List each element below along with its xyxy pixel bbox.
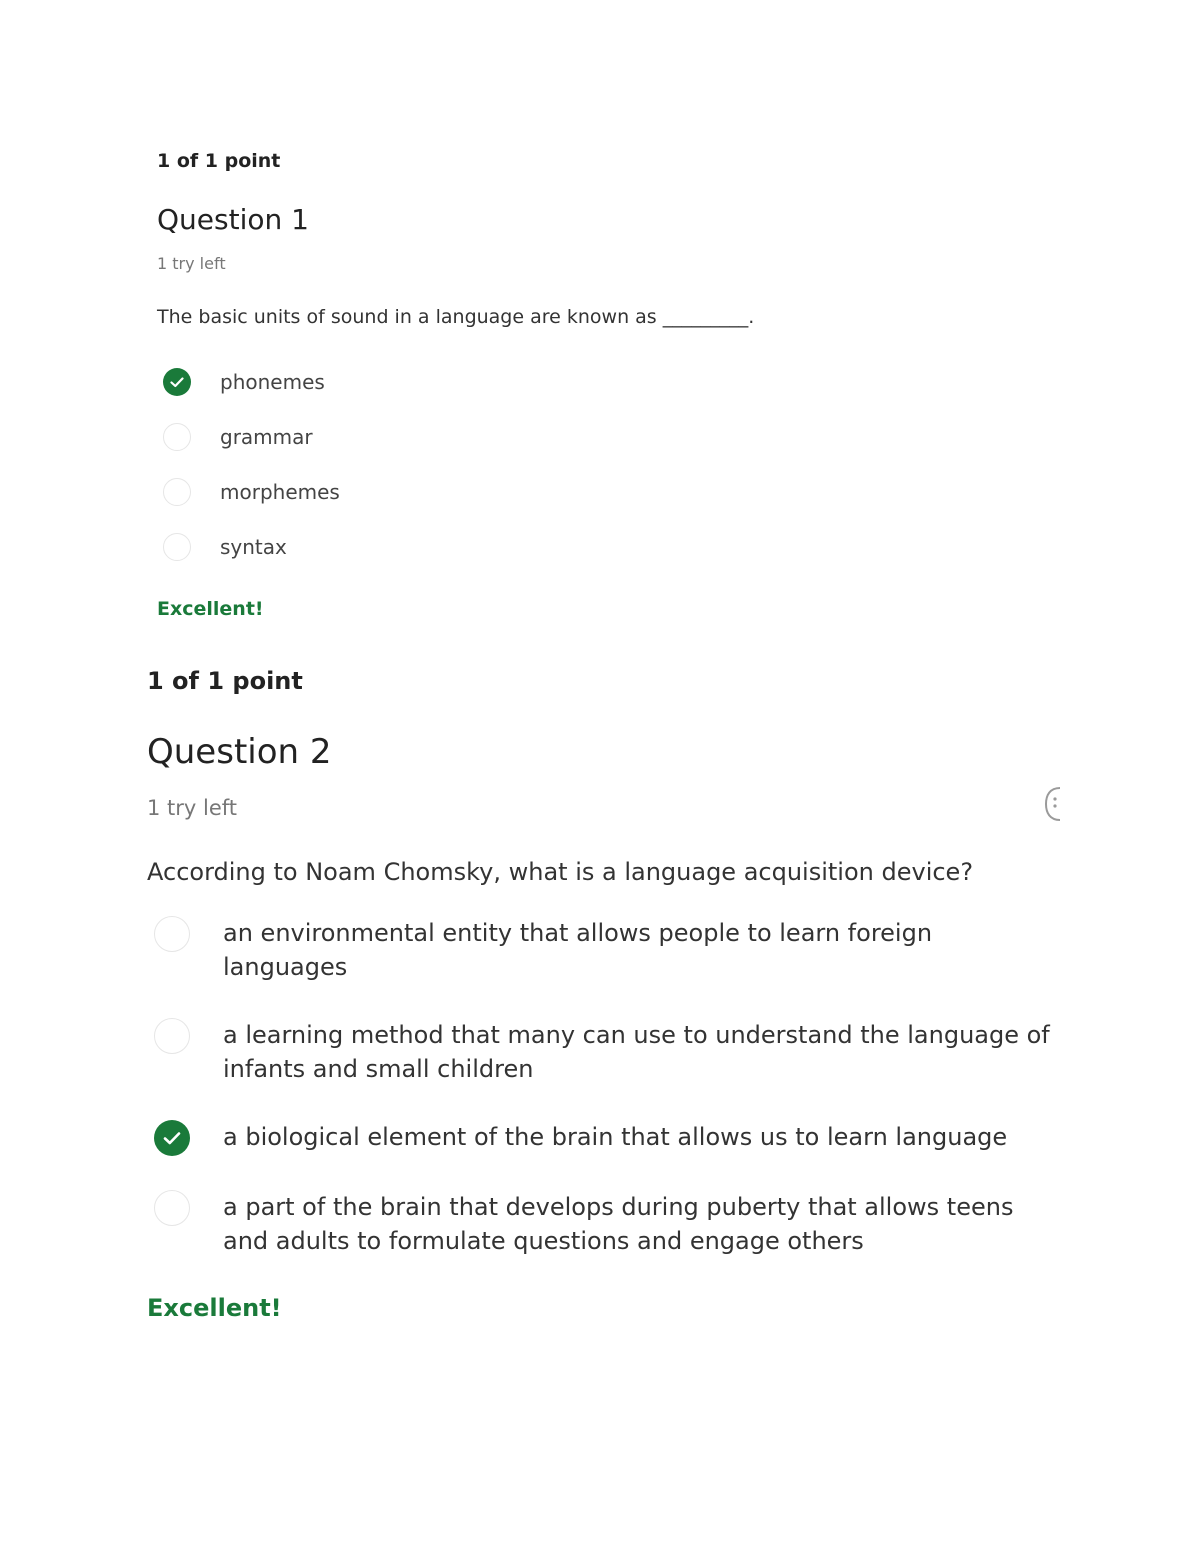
question-2-option-1[interactable]: [147, 916, 1067, 984]
question-2-score: 1 of 1 point: [147, 667, 303, 695]
question-1-feedback: Excellent!: [157, 598, 264, 620]
question-2-option-3-label: a biological element of the brain that allows us to learn language: [223, 1123, 1008, 1151]
question-2-tries-left: 1 try left: [147, 796, 238, 820]
question-2-option-4[interactable]: [147, 1190, 1067, 1258]
radio-button-icon[interactable]: [163, 478, 191, 506]
question-1-option-2-label: grammar: [220, 424, 313, 449]
question-2-option-1-label: an environmental entity that allows people to learn foreign languages: [223, 919, 933, 981]
question-2-option-4-label: a part of the brain that develops during puberty that allows teens and adults to formulate questions and engage others: [223, 1193, 1014, 1255]
radio-button-icon[interactable]: [154, 1018, 190, 1054]
question-1-title: Question 1: [157, 203, 309, 236]
question-2-option-3[interactable]: [147, 1120, 1067, 1156]
question-2-option-2[interactable]: [147, 1018, 1067, 1086]
question-1-score: 1 of 1 point: [157, 150, 281, 172]
checkmark-circle-icon[interactable]: [154, 1120, 190, 1156]
radio-button-icon[interactable]: [154, 1190, 190, 1226]
question-2-prompt: According to Noam Chomsky, what is a language acquisition device?: [147, 858, 974, 886]
question-1-option-4-label: syntax: [220, 534, 287, 559]
radio-button-icon[interactable]: [154, 916, 190, 952]
checkmark-circle-icon[interactable]: [163, 368, 191, 396]
question-1-option-1-label: phonemes: [220, 369, 325, 394]
question-1-option-4[interactable]: [157, 519, 857, 574]
question-1-prompt: The basic units of sound in a language are known as _________.: [157, 306, 755, 328]
question-1-option-3[interactable]: [157, 464, 857, 519]
question-2-options: [147, 916, 1067, 1258]
question-1-option-1[interactable]: [157, 354, 857, 409]
question-1-tries-left: 1 try left: [157, 254, 226, 273]
radio-button-icon[interactable]: [163, 423, 191, 451]
question-2: [147, 664, 1067, 1324]
question-2-option-2-label: a learning method that many can use to understand the language of infants and small children: [223, 1021, 1050, 1083]
question-1: [157, 148, 857, 622]
radio-button-icon[interactable]: [163, 533, 191, 561]
question-1-option-3-label: morphemes: [220, 479, 340, 504]
question-1-options: [157, 354, 857, 574]
question-2-feedback: Excellent!: [147, 1294, 282, 1322]
question-1-option-2[interactable]: [157, 409, 857, 464]
question-2-title: Question 2: [147, 732, 332, 772]
feedback-icon[interactable]: [1042, 786, 1062, 822]
